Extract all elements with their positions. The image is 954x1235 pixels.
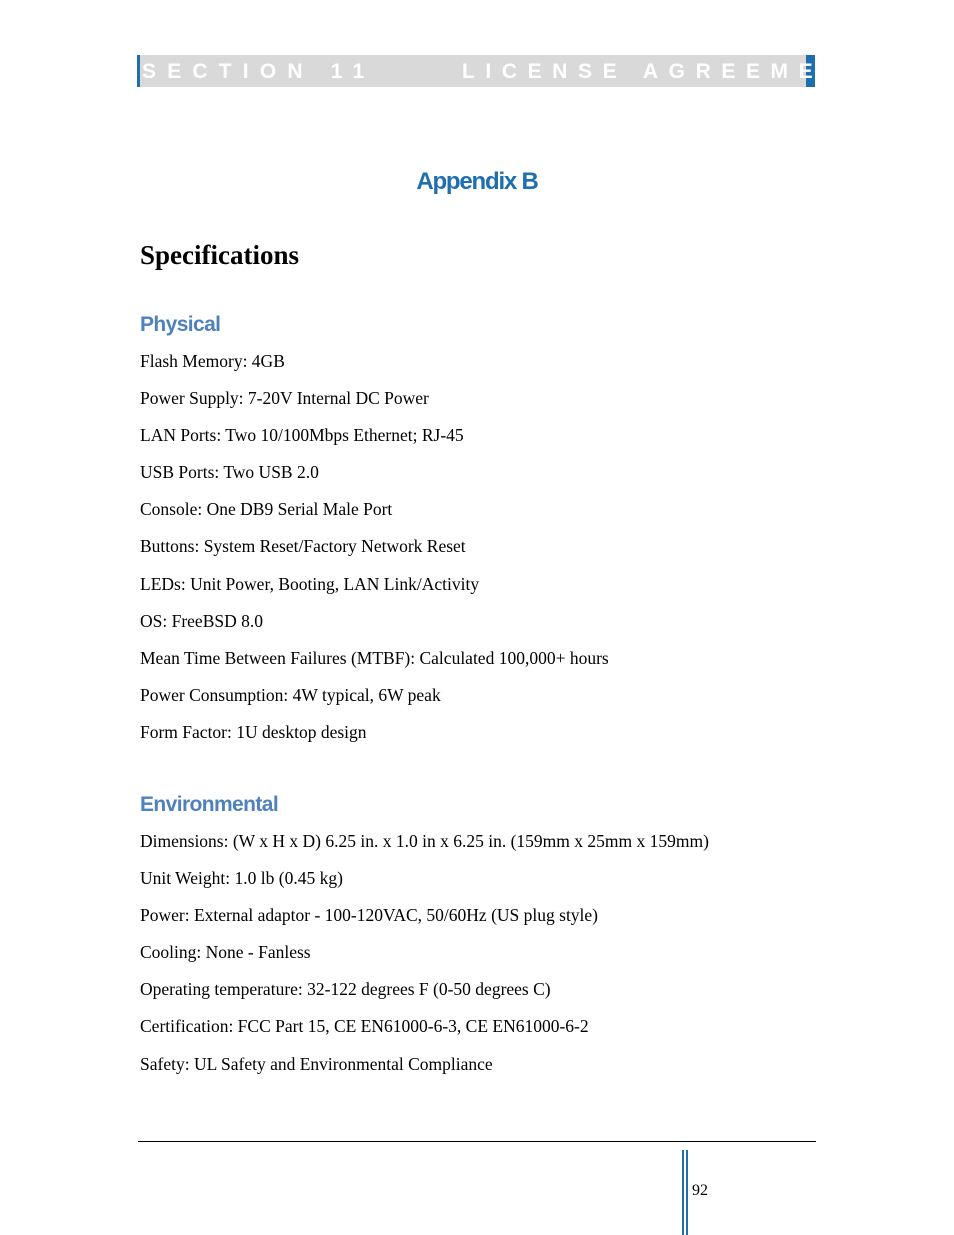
section-label: SECTION 11 <box>142 60 376 83</box>
spec-item: Console: One DB9 Serial Male Port <box>140 499 393 520</box>
spec-item: Certification: FCC Part 15, CE EN61000-6-3, CE EN61000-6-2 <box>140 1016 589 1037</box>
spec-item: Power Supply: 7-20V Internal DC Power <box>140 388 429 409</box>
spec-item: Mean Time Between Failures (MTBF): Calculated 100,000+ hours <box>140 647 609 668</box>
physical-heading: Physical <box>140 313 221 336</box>
environmental-heading: Environmental <box>140 793 279 816</box>
spec-item: USB Ports: Two USB 2.0 <box>140 462 319 483</box>
spec-item: Buttons: System Reset/Factory Network Reset <box>140 536 466 557</box>
spec-item: Dimensions: (W x H x D) 6.25 in. x 1.0 in x 6.25 in. (159mm x 25mm x 159mm) <box>140 831 709 851</box>
page-number-bar <box>682 1150 684 1235</box>
spec-item: Operating temperature: 32-122 degrees F (0-50 degrees C) <box>140 979 551 1000</box>
spec-item: LEDs: Unit Power, Booting, LAN Link/Activity <box>140 573 480 594</box>
spec-item: Power Consumption: 4W typical, 6W peak <box>140 684 441 705</box>
appendix-title: Appendix B <box>416 168 538 195</box>
section-header-bar <box>137 55 873 87</box>
footer-divider <box>138 1141 816 1142</box>
spec-item: Unit Weight: 1.0 lb (0.45 kg) <box>140 868 343 889</box>
spec-item: Cooling: None - Fanless <box>140 942 311 963</box>
spec-item: LAN Ports: Two 10/100Mbps Ethernet; RJ-45 <box>140 425 464 446</box>
environmental-spec-list <box>140 830 709 1090</box>
spec-item: Safety: UL Safety and Environmental Compliance <box>140 1053 493 1074</box>
spec-item: Power: External adaptor - 100-120VAC, 50/60Hz (US plug style) <box>140 905 599 926</box>
spec-item: Flash Memory: 4GB <box>140 351 285 371</box>
page-title: Specifications <box>140 240 299 270</box>
page-number: 92 <box>692 1182 708 1199</box>
spec-item: OS: FreeBSD 8.0 <box>140 610 263 631</box>
spec-item: Form Factor: 1U desktop design <box>140 721 367 742</box>
physical-spec-list <box>140 350 609 758</box>
page-number-bar <box>686 1150 688 1235</box>
section-title: LICENSE AGREEMENT <box>462 60 873 83</box>
